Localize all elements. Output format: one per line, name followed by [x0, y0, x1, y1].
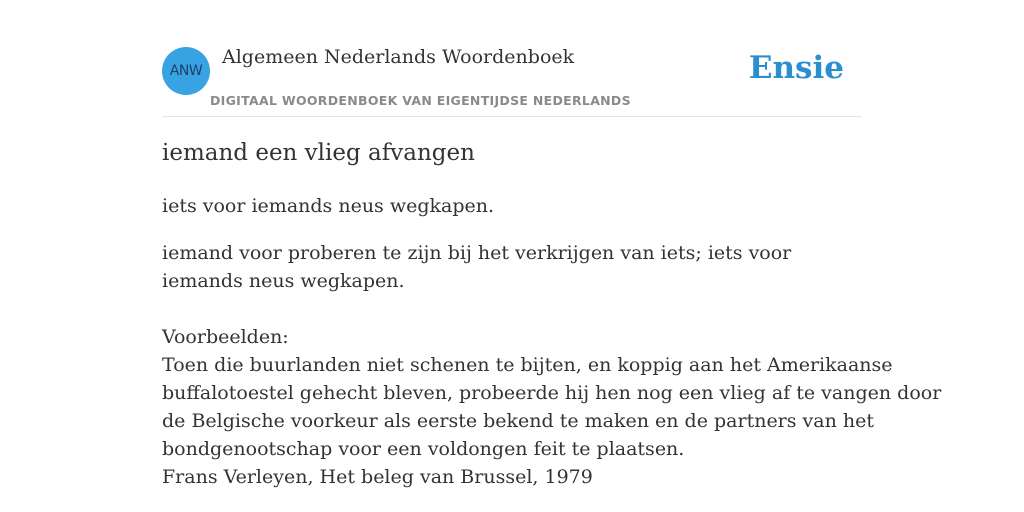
example-source: Frans Verleyen, Het beleg van Brussel, 1979	[162, 466, 593, 488]
examples-label: Voorbeelden:	[162, 326, 289, 348]
example-line: buffalotoestel gehecht bleven, probeerde hij hen nog een vlieg af te vangen door	[162, 382, 942, 404]
site-title[interactable]: Algemeen Nederlands Woordenboek	[222, 46, 575, 68]
examples-section	[162, 323, 942, 491]
logo-text: ANW	[169, 63, 203, 79]
long-definition: iemand voor proberen te zijn bij het verkrijgen van iets; iets voor iemands neus wegkapen.	[162, 242, 792, 292]
page-content	[162, 0, 942, 488]
headword: iemand een vlieg afvangen	[162, 140, 475, 166]
example-line: Toen die buurlanden niet schenen te bijten, en koppig aan het Amerikaanse	[162, 354, 893, 376]
site-header	[162, 0, 862, 117]
example-line: bondgenootschap voor een voldongen feit te plaatsen.	[162, 438, 685, 460]
anw-logo[interactable]	[162, 47, 210, 95]
short-definition: iets voor iemands neus wegkapen.	[162, 195, 495, 217]
example-line: de Belgische voorkeur als eerste bekend te maken en de partners van het	[162, 410, 875, 432]
ensie-brand-link[interactable]: Ensie	[748, 50, 844, 86]
site-subtitle: DIGITAAL WOORDENBOEK VAN EIGENTIJDSE NEDERLANDS	[210, 93, 631, 108]
